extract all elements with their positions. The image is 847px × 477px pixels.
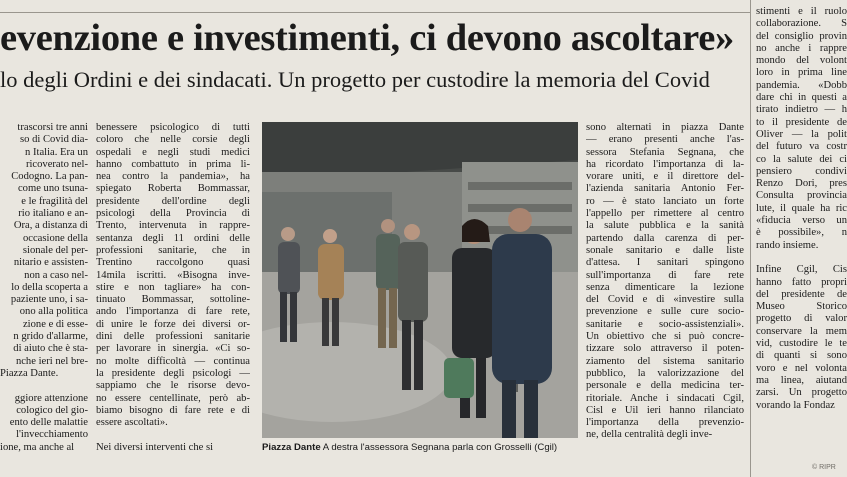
text-line: d'attesa. I sanitari spingono — [586, 257, 744, 269]
news-photo — [262, 122, 578, 438]
text-line: Oliver — la polit — [756, 128, 847, 140]
text-line: stire e non tagliare» ha con- — [96, 281, 250, 293]
text-line: nitario e assisten- — [13, 257, 88, 269]
column-2 — [96, 122, 250, 454]
text-line: voro e nel volonta — [756, 362, 847, 374]
text-line: del consiglio provin — [756, 30, 847, 42]
text-line: ne, della centralità degli inve- — [586, 429, 713, 441]
text-line — [0, 380, 88, 392]
text-line: stimenti e il ruolo — [756, 6, 847, 17]
text-line — [96, 429, 250, 441]
text-line: co la salute dei ci — [756, 153, 847, 165]
text-line: sappiamo che le risorse devo- — [96, 380, 250, 392]
text-line: l'invecchiamento — [16, 429, 88, 441]
text-line: l'azienda sanitaria Antonio Fer- — [586, 183, 744, 195]
column-3 — [586, 122, 744, 442]
text-line: sentanza degli 11 ordini delle — [96, 232, 250, 244]
top-rule — [0, 12, 750, 13]
text-line: mondo del volont — [756, 55, 847, 67]
text-line: n grido d'allarme, — [13, 331, 88, 343]
text-line: sono alternati in piazza Dante — [586, 122, 744, 133]
text-line: so di Covid dia- — [20, 134, 88, 146]
text-line: loro in prima line — [756, 67, 847, 79]
copyright-notice: © RIPR — [812, 464, 836, 471]
text-line: è possibile», n — [756, 227, 847, 239]
text-line: sionale del per- — [22, 244, 88, 256]
text-line: ziamento del sistema sanitario — [586, 355, 744, 367]
text-line: Consulta provincia — [756, 190, 847, 202]
text-line: rio italiano e an- — [18, 208, 88, 220]
text-line: conservare la mem — [756, 325, 847, 337]
text-line: tirato indietro — h — [756, 104, 847, 116]
text-line: vorando la Fondaz — [756, 399, 835, 411]
text-line: senza dimenticare la lezione — [586, 281, 744, 293]
text-line: Cisl e Uil ieri hanno rilanciato — [586, 404, 744, 416]
text-line: ggiore attenzione — [14, 392, 88, 404]
text-line: 14mila iscritti. «Bisogna inve- — [96, 269, 250, 281]
caption-place: Piazza Dante — [262, 442, 321, 453]
text-line: personale e della medicina ter- — [586, 380, 744, 392]
text-line: no molte difficoltà — continua — [96, 355, 250, 367]
text-line: «fiducia verso un — [756, 215, 847, 227]
text-line: ma linea, aiutand — [756, 374, 847, 386]
text-line: non a caso nel- — [24, 269, 88, 281]
text-line: la salute pubblica e la sanità — [586, 220, 744, 232]
text-line: Trentino raccolgono quasi — [96, 257, 250, 269]
photo-illustration — [262, 122, 578, 438]
text-line: per lavorare in sinergia. «Ci so- — [96, 343, 250, 355]
text-line: sonale sanitario e dalle liste — [586, 244, 744, 256]
text-line: lo della scoperta a — [11, 281, 88, 293]
text-line: tizzare solo attraverso il poten- — [586, 343, 744, 355]
text-line: e le fragilità del — [21, 195, 88, 207]
text-line: Ora, a distanza di — [13, 220, 88, 232]
photo-caption — [262, 441, 580, 455]
text-line: ha ricordato l'importanza di la- — [586, 158, 744, 170]
text-line: trascorsi tre anni — [17, 122, 88, 133]
text-line: n Italia. Era un — [25, 146, 88, 158]
text-line: Trento, intervenuta in rappre- — [96, 220, 250, 232]
column-4 — [756, 6, 847, 412]
text-line: prevenzione e sulle cure socio- — [586, 306, 744, 318]
text-line: vorare uniti, e il direttore del- — [586, 171, 744, 183]
text-line: to il presidente de — [756, 116, 847, 128]
text-line: no essere centellinate, però ab- — [96, 392, 250, 404]
text-line: ro — è stato lanciato un forte — [586, 195, 744, 207]
text-line: pubblico, la valorizzazione del — [586, 367, 744, 379]
text-line: nea contro la pandemia», ha — [96, 171, 250, 183]
text-line: partendo dalla carenza di per- — [586, 232, 744, 244]
text-line: Museo Storico — [756, 301, 847, 313]
text-line: professioni sanitarie, che in — [96, 244, 250, 256]
text-line: progetto di valor — [756, 313, 847, 325]
text-line: ento delle malattie — [9, 417, 88, 429]
text-line: Codogno. La pan- — [11, 171, 88, 183]
text-line: di quanti si sono — [756, 350, 847, 362]
text-line: come uno tsuna- — [17, 183, 88, 195]
column-1 — [0, 122, 88, 454]
text-line: dare chi in questi a — [756, 92, 847, 104]
text-line: Infine Cgil, Cis — [756, 264, 847, 276]
text-line: ospedali e negli studi medici — [96, 146, 250, 158]
text-line: di aiuto che è sta- — [13, 343, 88, 355]
text-line: l'importanza della prevenzio- — [586, 417, 744, 429]
text-line: sull'importanza di fare rete — [586, 269, 744, 281]
text-line: del Covid e di «investire sulla — [586, 294, 744, 306]
text-line: zarsi. Un progetto — [756, 387, 847, 399]
text-line: lute, il quale ha ric — [756, 202, 847, 214]
text-line: rando insieme. — [756, 239, 819, 251]
text-line: coloro che nelle corsie degli — [96, 134, 250, 146]
text-line: spiegato Roberta Bommassar, — [96, 183, 250, 195]
text-line: ono alla politica — [19, 306, 88, 318]
text-line: Piazza Dante. — [0, 367, 59, 379]
text-line: del presidente de — [756, 288, 847, 300]
text-line: dini delle professioni sanitarie — [96, 331, 250, 343]
text-line: nche ieri nel bre- — [15, 355, 88, 367]
text-line: Renzo Dori, pres — [756, 178, 847, 190]
text-line: occasione della — [22, 232, 88, 244]
text-line: no anche i rappre — [756, 42, 847, 54]
text-line: tinuato Bommassar, sottoline- — [96, 294, 250, 306]
text-line: l'appello per rimettere al centro — [586, 208, 744, 220]
text-line: psicologi della Provincia di — [96, 208, 250, 220]
text-line: benessere psicologico di tutti — [96, 122, 250, 133]
text-line: pandemia. «Dobb — [756, 79, 847, 91]
text-line — [756, 252, 847, 264]
headline: evenzione e investimenti, ci devono ascoltare» — [0, 17, 734, 59]
text-line: — erano presenti anche l'as- — [586, 134, 744, 146]
text-line: essere ascoltati». — [96, 417, 168, 429]
text-line: di unire le forze dei diversi or- — [96, 318, 250, 330]
text-line: la presidente degli psicologi — — [96, 367, 250, 379]
text-line: Nei diversi interventi che si — [96, 441, 214, 453]
subheadline: lo degli Ordini e dei sindacati. Un progetto per custodire la memoria del Covid — [0, 67, 710, 92]
text-line: paziente uno, i sa- — [10, 294, 88, 306]
text-line: ritoriale. Anche i sindacati Cgil, — [586, 392, 744, 404]
text-line: hanno fatto propri — [756, 276, 847, 288]
text-line: cologico del gio- — [16, 404, 88, 416]
text-line: biamo bisogno di fare rete e di — [96, 404, 250, 416]
text-line: ando l'importanza di fare rete, — [96, 306, 250, 318]
text-line: del futuro va costr — [756, 141, 847, 153]
column-divider — [750, 0, 751, 477]
text-line: Un obiettivo che si può concre- — [586, 331, 744, 343]
text-line: pensiero condivi — [756, 165, 847, 177]
caption-text: A destra l'assessora Segnana parla con Grosselli (Cgil) — [322, 442, 558, 453]
text-line: zione e di esse- — [22, 318, 88, 330]
text-line: collaborazione. S — [756, 18, 847, 30]
text-line: hanno combattuto in prima li- — [96, 158, 250, 170]
text-line: ricoverato nel- — [25, 158, 88, 170]
text-line: sessora Stefania Segnana, che — [586, 146, 744, 158]
text-line: vid, custodire le te — [756, 338, 847, 350]
text-line: sanitarie e socio-assistenziali». — [586, 318, 744, 330]
text-line: presidente dell'ordine degli — [96, 195, 250, 207]
text-line: ione, ma anche al — [0, 441, 75, 453]
